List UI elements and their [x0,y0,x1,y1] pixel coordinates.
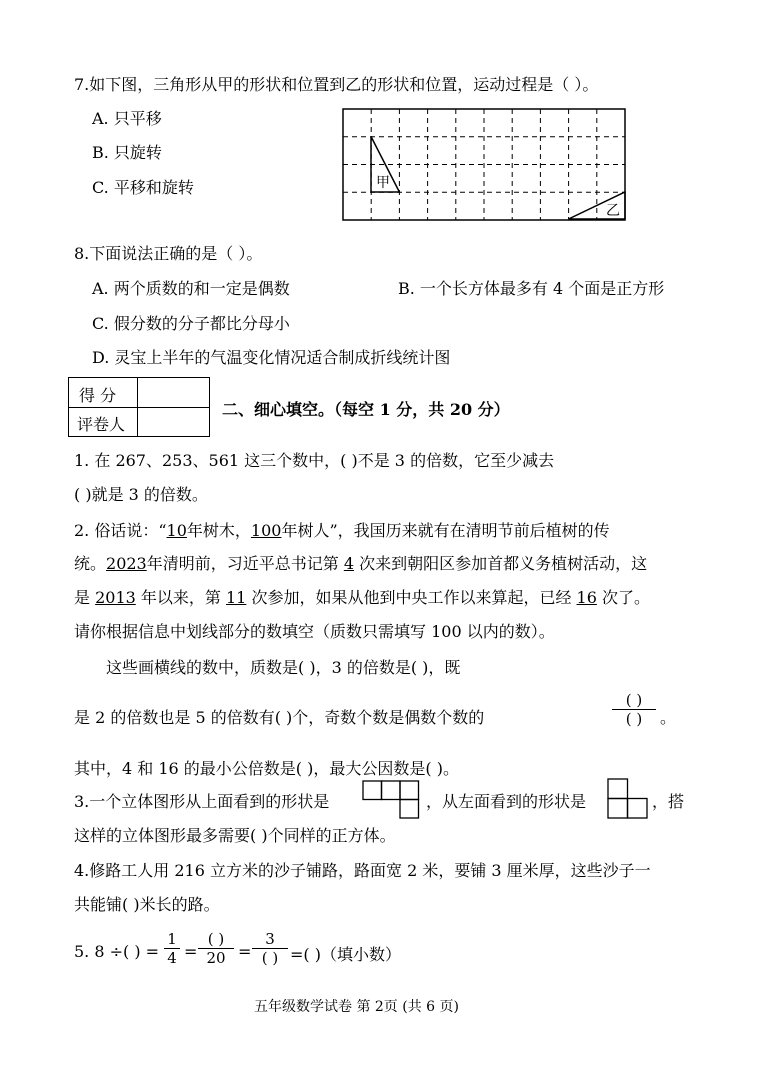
underlined-10: 10 [166,521,187,540]
left-view-shape [607,778,651,820]
p2-line3: 是 2013 年以来，第 11 次参加，如果从他到中央工作以来算起，已经 16 次了。 [74,588,650,607]
grader-label: 评卷人 [77,415,126,434]
p5-eq-2: = [238,942,252,961]
q8-stem: 8.下面说法正确的是（ ）。 [74,244,263,263]
section-2-title: 二、细心填空。（每空 1 分，共 20 分） [222,400,510,419]
underlined-100: 100 [250,521,282,540]
top-view-shape [362,780,422,820]
p5-prefix: 5. 8 ÷( ) = [74,942,160,961]
underlined-11: 11 [226,588,247,607]
p2-fraction: ( ) ( ) [612,691,656,728]
q8-option-c: C. 假分数的分子都比分母小 [92,314,290,333]
p5-suffix: =( )（填小数） [290,945,401,964]
score-label: 得 分 [79,386,117,405]
q7-grid-diagram [342,108,627,222]
q8-option-d: D. 灵宝上半年的气温变化情况适合制成折线统计图 [92,348,451,367]
p1-line1: 1. 在 267、253、561 这三个数中，( )不是 3 的倍数，它至少减去 [74,451,555,470]
page-footer: 五年级数学试卷 第 2页 (共 6 页) [254,999,459,1015]
p5-fraction-3: 3 ( ) [252,930,288,967]
p3-line1-a: 3.一个立体图形从上面看到的形状是 [74,792,330,811]
p4-line1: 4.修路工人用 216 立方米的沙子铺路，路面宽 2 米，要铺 3 厘米厚，这些沙子一 [74,861,651,880]
p2-line7: 其中，4 和 16 的最小公倍数是( )，最大公因数是( )。 [74,759,459,778]
label-jia: 甲 [376,175,390,191]
q7-option-b: B. 只旋转 [92,143,162,162]
q8-option-b: B. 一个长方体最多有 4 个面是正方形 [398,279,665,298]
p3-line1-c: ，搭 [652,792,685,811]
p2-line6-end: 。 [660,708,677,727]
underlined-2013: 2013 [95,588,136,607]
underlined-16: 16 [576,588,597,607]
p3-line1-b: ，从左面看到的形状是 [426,792,587,811]
p5-fraction-1: 1 4 [164,930,180,967]
score-box [68,377,210,437]
p2-line2: 统。2023年清明前，习近平总书记第 4 次来到朝阳区参加首都义务植树活动，这 [74,554,648,573]
p5-eq-1: = [184,942,198,961]
p4-line2: 共能铺( )米长的路。 [74,895,220,914]
p5-fraction-2: ( ) 20 [198,930,234,967]
label-yi: 乙 [606,203,620,219]
underlined-4: 4 [343,554,355,573]
p3-line2: 这样的立体图形最多需要( )个同样的正方体。 [74,826,396,845]
p2-line1: 2. 俗话说：“10年树木，100年树人”，我国历来就有在清明节前后植树的传 [74,521,610,540]
q8-option-a: A. 两个质数的和一定是偶数 [92,279,290,298]
p1-line2: ( )就是 3 的倍数。 [74,485,208,504]
underlined-2023: 2023 [106,554,147,573]
p2-line4: 请你根据信息中划线部分的数填空（质数只需填写 100 以内的数）。 [74,622,555,641]
q7-option-c: C. 平移和旋转 [92,178,194,197]
p2-line6: 是 2 的倍数也是 5 的倍数有( )个，奇数个数是偶数个数的 [74,708,485,727]
q7-stem: 7.如下图，三角形从甲的形状和位置到乙的形状和位置，运动过程是（ ）。 [74,75,599,94]
p2-line5: 这些画横线的数中，质数是( )，3 的倍数是( )，既 [106,658,461,677]
q7-option-a: A. 只平移 [92,109,162,128]
